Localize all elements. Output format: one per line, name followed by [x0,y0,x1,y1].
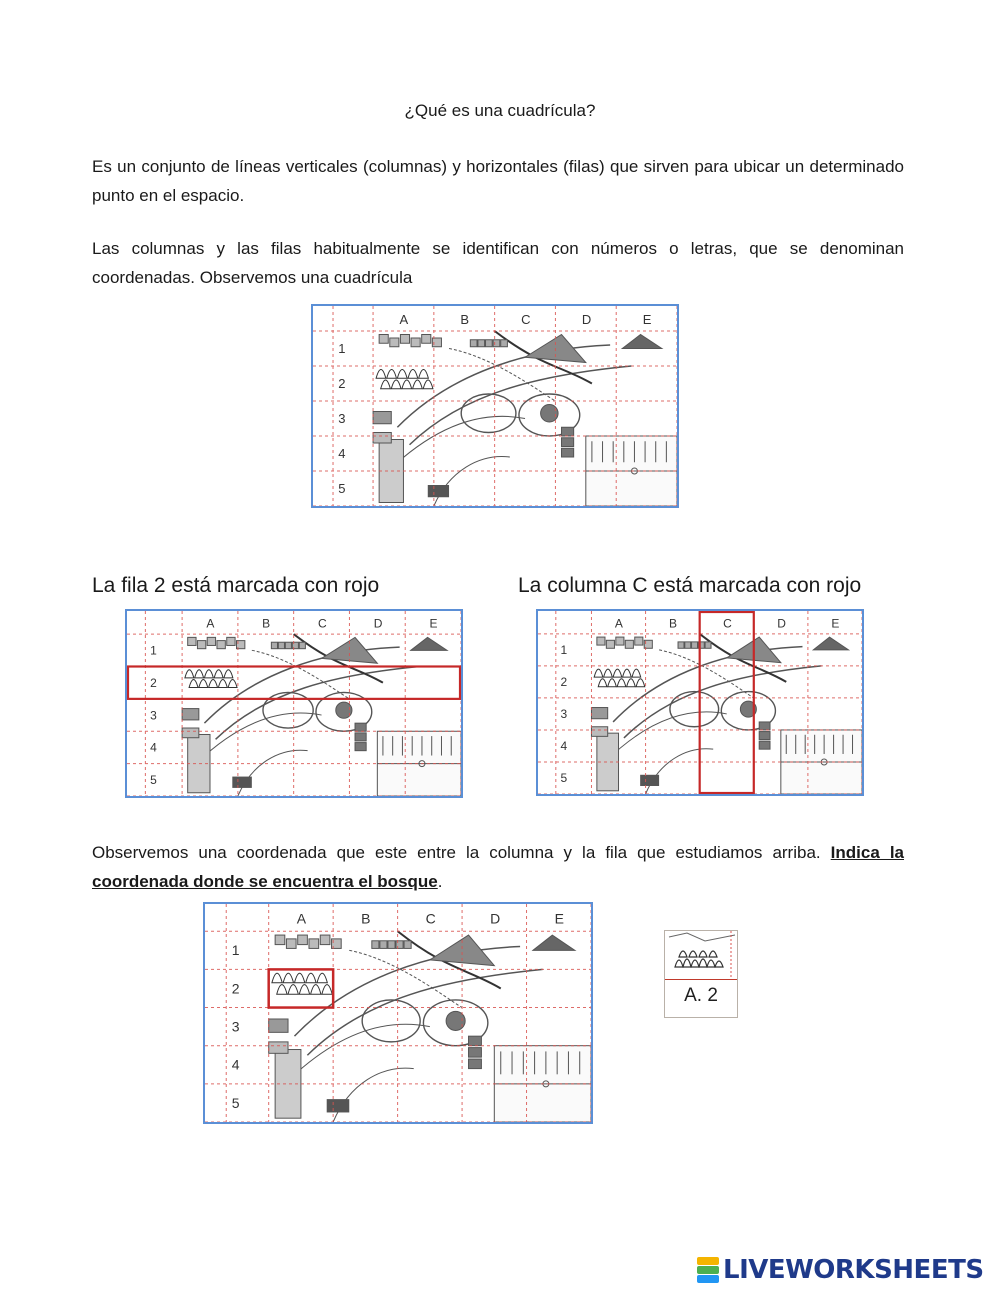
column-label: B [669,616,678,631]
caption-column: La columna C está marcada con rojo [518,574,862,597]
column-label: E [554,910,564,927]
logo-icon [697,1257,719,1283]
column-label: A [399,312,409,327]
definition-paragraph: Es un conjunto de líneas verticales (columnas) y horizontales (filas) que sirven para ubicar un determinado punto en el espacio. [92,157,904,205]
liveworksheets-logo [697,1255,984,1285]
column-label: C [317,616,327,631]
column-label: A [296,910,307,927]
column-label: E [429,616,438,631]
map-sketch [373,331,677,506]
page-title: ¿Qué es una cuadrícula? [404,101,596,120]
row-label: 5 [231,1094,240,1111]
row-label: 2 [231,980,240,997]
grid-figure-cell-highlight [203,902,593,1124]
row-label: 2 [338,376,346,392]
map-sketch [182,634,461,796]
column-label: D [490,910,501,927]
row-label: 4 [560,739,568,754]
row-label: 5 [560,771,568,786]
column-label: D [581,312,592,327]
map-sketch [269,931,591,1122]
column-label: B [361,910,371,927]
row-label: 4 [150,740,157,755]
grid-figure-main [311,304,679,508]
row-label: 4 [338,446,346,462]
row-label: 1 [338,341,346,357]
column-label: C [723,616,732,631]
column-label: E [642,312,652,327]
forest-thumbnail [665,931,737,980]
row-label: 3 [150,708,157,723]
row-label: 2 [560,675,568,690]
row-label: 5 [338,481,346,497]
question-instruction: Indica la coordenada donde se encuentra el bosque [92,843,905,891]
row-label: 3 [338,411,346,427]
forest-trees [272,973,332,994]
column-label: C [425,910,436,927]
logo-text: LIVEWORKSHEETS [723,1255,984,1285]
column-label: C [521,312,531,327]
row-label: 3 [231,1018,240,1035]
caption-row: La fila 2 está marcada con rojo [92,574,380,597]
column-label: E [831,616,840,631]
question-text: Observemos una coordenada que este entre la columna y la fila que estudiamos arriba. [92,843,831,862]
column-label: B [262,616,271,631]
coordinates-paragraph: Las columnas y las filas habitualmente se identifican con números o letras, que se denominan coordenadas. Observemos una cuadrícula [92,239,904,287]
column-label: D [777,616,786,631]
row-label: 4 [231,1056,240,1073]
map-sketch [591,634,862,794]
column-label: D [373,616,383,631]
row-label: 1 [231,942,240,959]
row-label: 5 [150,773,157,788]
answer-label: A. 2 [684,985,718,1006]
answer-card [664,930,738,1018]
row-label: 1 [150,643,157,658]
forest-trees [185,670,237,688]
column-label: B [460,312,470,327]
row-label: 1 [560,643,568,658]
question-end: . [437,872,443,891]
column-label: A [206,616,215,631]
row-label: 2 [150,675,157,690]
forest-trees [594,669,645,687]
column-label: A [614,616,623,631]
grid-figure-row-highlight [125,609,463,798]
question-paragraph [92,838,904,896]
forest-trees [376,370,433,389]
row-label: 3 [560,707,568,722]
grid-figure-column-highlight [536,609,864,796]
